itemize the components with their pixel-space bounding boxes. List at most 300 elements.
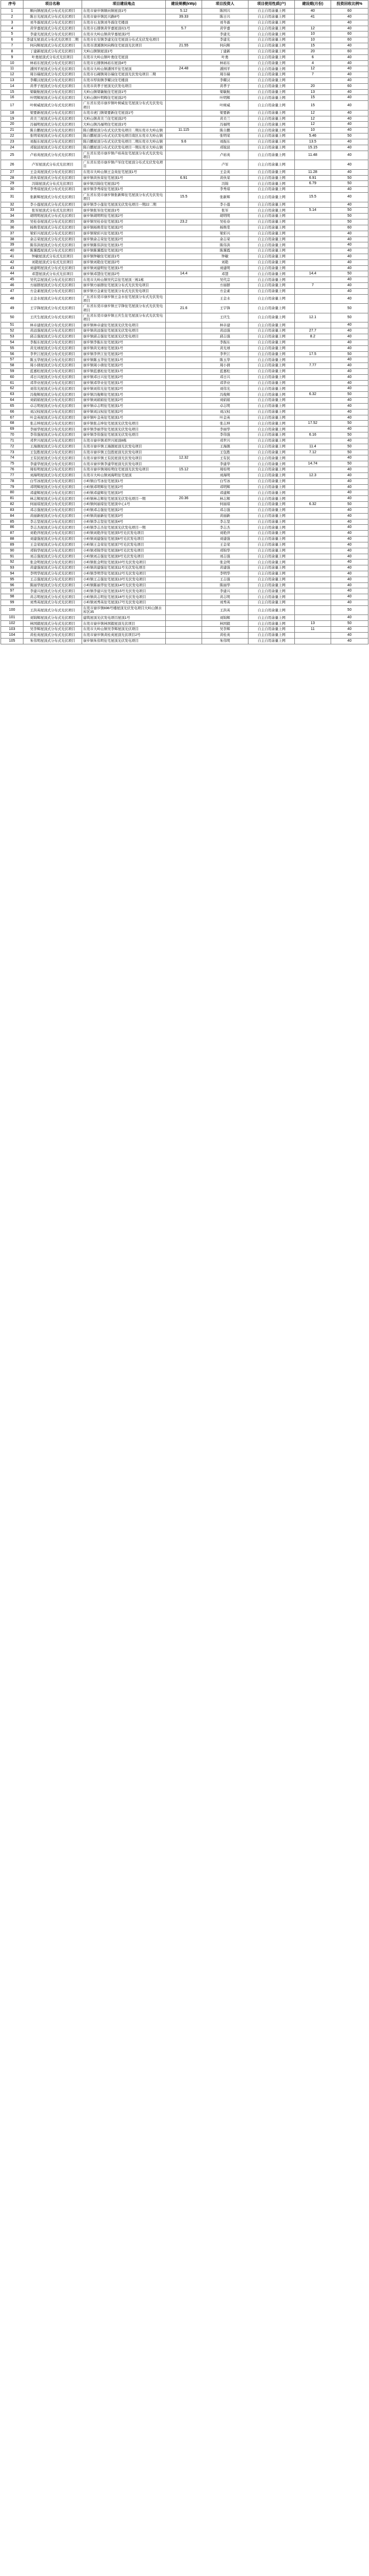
row-construction-period bbox=[295, 571, 331, 577]
row-usage-type: 自主自用余量上网 bbox=[248, 187, 294, 193]
row-usage-type: 自主自用余量上网 bbox=[248, 254, 294, 259]
table-row bbox=[1, 351, 368, 357]
row-index: 53 bbox=[1, 334, 23, 340]
table-row bbox=[1, 450, 368, 455]
row-project-location: 寮步镇邓慧住宅屋顶2号 bbox=[82, 271, 165, 277]
row-investor: 邱志强 bbox=[202, 334, 248, 340]
row-index: 72 bbox=[1, 444, 23, 450]
table-row bbox=[1, 374, 368, 380]
row-capacity bbox=[166, 181, 202, 187]
row-project-name: 邓建辉屋顶式分布式光伏项目 bbox=[23, 490, 82, 496]
row-payback-ratio: 50 bbox=[331, 214, 368, 219]
row-payback-ratio: 40 bbox=[331, 554, 368, 560]
row-usage-type: 自主自用余量上网 bbox=[248, 537, 294, 542]
row-project-name: 林卓建屋顶式分布式光伏项目 bbox=[23, 322, 82, 328]
row-payback-ratio: 40 bbox=[331, 582, 368, 588]
row-construction-period: 15 bbox=[295, 95, 331, 101]
row-project-name: 李志杰屋顶式分布式光伏项目 bbox=[23, 525, 82, 531]
row-capacity bbox=[166, 133, 202, 139]
row-investor: 邓日兴 bbox=[202, 374, 248, 380]
row-project-location: 东莞市清溪镇何向辉住宅屋顶光伏项目 bbox=[82, 43, 165, 49]
row-capacity bbox=[166, 600, 202, 606]
row-index: 6 bbox=[1, 37, 23, 43]
row-index: 21 bbox=[1, 128, 23, 133]
row-payback-ratio: 40 bbox=[331, 122, 368, 128]
row-investor: 吴李辉 bbox=[202, 627, 248, 633]
row-capacity bbox=[166, 254, 202, 259]
row-investor: 张明荣 bbox=[202, 133, 248, 139]
row-payback-ratio: 40 bbox=[331, 328, 368, 334]
row-payback-ratio: 60 bbox=[331, 83, 368, 89]
row-payback-ratio: 50 bbox=[331, 351, 368, 357]
row-construction-period: 40 bbox=[295, 9, 331, 14]
row-project-location: 小岭镇何丽琼住宅屋顶中心1号 bbox=[82, 502, 165, 508]
table-row bbox=[1, 20, 368, 26]
row-usage-type: 自主自用余量上网 bbox=[248, 455, 294, 461]
row-payback-ratio: 40 bbox=[331, 237, 368, 242]
row-construction-period bbox=[295, 294, 331, 304]
row-project-location: 东莞市大岭山镇叶勇住宅屋顶 bbox=[82, 54, 165, 60]
row-project-location: 小岭镇王志强住宅屋顶13号光伏发电项目 bbox=[82, 577, 165, 582]
row-payback-ratio: 50 bbox=[331, 621, 368, 627]
row-project-location: 小岭镇邓志强住宅屋顶2号 bbox=[82, 507, 165, 513]
row-index: 18 bbox=[1, 110, 23, 116]
row-construction-period: 6.32 bbox=[295, 502, 331, 508]
row-payback-ratio: 40 bbox=[331, 513, 368, 519]
row-construction-period bbox=[295, 600, 331, 606]
row-payback-ratio: 40 bbox=[331, 565, 368, 571]
row-construction-period: 7.12 bbox=[295, 450, 331, 455]
row-investor: 蓝嘉松 bbox=[202, 369, 248, 375]
table-row bbox=[1, 139, 368, 145]
row-project-location: 广东省东莞市寮步镇卢裕英住宅屋顶分布式光伏发电项目 bbox=[82, 151, 165, 160]
row-project-location: 寮步镇钟敏住宅屋顶1号 bbox=[82, 254, 165, 259]
row-index: 103 bbox=[1, 627, 23, 633]
table-row bbox=[1, 304, 368, 313]
row-payback-ratio: 50 bbox=[331, 444, 368, 450]
row-capacity: 15.5 bbox=[166, 193, 202, 202]
row-investor: 李耀汉 bbox=[202, 77, 248, 83]
row-index: 42 bbox=[1, 259, 23, 265]
project-list-sheet bbox=[0, 0, 369, 644]
row-project-name: 李志坚屋顶式分布式光伏项目 bbox=[23, 519, 82, 525]
row-construction-period bbox=[295, 403, 331, 409]
row-project-location: 东莞市大岭山镇吴代宗住宅屋顶三栋1栋 bbox=[82, 277, 165, 283]
row-payback-ratio: 40 bbox=[331, 415, 368, 421]
table-row bbox=[1, 95, 368, 101]
row-capacity bbox=[166, 582, 202, 588]
table-row bbox=[1, 219, 368, 225]
row-payback-ratio: 40 bbox=[331, 110, 368, 116]
row-index: 99 bbox=[1, 600, 23, 606]
row-payback-ratio: 40 bbox=[331, 283, 368, 289]
row-payback-ratio: 40 bbox=[331, 77, 368, 83]
row-construction-period bbox=[295, 496, 331, 502]
row-payback-ratio: 40 bbox=[331, 277, 368, 283]
row-capacity bbox=[166, 259, 202, 265]
row-capacity bbox=[166, 110, 202, 116]
row-usage-type: 自主自用余量上网 bbox=[248, 386, 294, 392]
row-usage-type: 自主自用余量上网 bbox=[248, 160, 294, 170]
row-index: 101 bbox=[1, 615, 23, 621]
row-construction-period: 14.74 bbox=[295, 461, 331, 467]
row-construction-period bbox=[295, 565, 331, 571]
row-investor: 邓锐波 bbox=[202, 145, 248, 151]
row-project-name: 邓慧屋顶式分布式光伏项目 bbox=[23, 271, 82, 277]
row-investor: 李建光 bbox=[202, 37, 248, 43]
row-project-location: 寮步镇刘汉权住宅屋顶2号 bbox=[82, 409, 165, 415]
row-index: 26 bbox=[1, 160, 23, 170]
row-index: 17 bbox=[1, 101, 23, 111]
row-investor: 冯俊辉 bbox=[202, 392, 248, 398]
row-payback-ratio: 40 bbox=[331, 294, 368, 304]
row-payback-ratio: 40 bbox=[331, 507, 368, 513]
row-index: 67 bbox=[1, 415, 23, 421]
row-project-location: 小岭镇李志杰住宅屋顶光伏发电项目一期 bbox=[82, 525, 165, 531]
row-investor: 刘伟光 bbox=[202, 386, 248, 392]
table-row bbox=[1, 193, 368, 202]
row-project-location: 东莞市石龙镇刘冬霖住宅楼顶 bbox=[82, 20, 165, 26]
row-capacity bbox=[166, 322, 202, 328]
row-usage-type: 自主自用余量上网 bbox=[248, 334, 294, 340]
row-investor: 朱伟明 bbox=[202, 638, 248, 644]
row-usage-type: 自主自用余量上网 bbox=[248, 225, 294, 231]
table-row bbox=[1, 409, 368, 415]
row-project-location: 大岭山镇黄美兰住宅屋顶2号 bbox=[82, 116, 165, 122]
row-index: 102 bbox=[1, 621, 23, 627]
table-row bbox=[1, 14, 368, 20]
row-capacity bbox=[166, 484, 202, 490]
row-construction-period bbox=[295, 357, 331, 363]
row-capacity bbox=[166, 101, 202, 111]
row-capacity bbox=[166, 627, 202, 633]
row-construction-period bbox=[295, 288, 331, 294]
row-usage-type: 自主自用余量上网 bbox=[248, 110, 294, 116]
row-construction-period: 11 bbox=[295, 627, 331, 633]
row-project-location: 小岭镇李志坚住宅屋顶4号 bbox=[82, 519, 165, 525]
row-capacity bbox=[166, 369, 202, 375]
row-project-location: 寮步镇李小莲住宅屋顶光伏发电项目一期22二期 bbox=[82, 202, 165, 208]
row-usage-type: 自主自用余量上网 bbox=[248, 83, 294, 89]
row-project-name: 王金英屋顶式分布式光伏项目 bbox=[23, 169, 82, 175]
row-capacity bbox=[166, 160, 202, 170]
row-project-name: 刘伟光屋顶式分布式光伏项目 bbox=[23, 386, 82, 392]
table-row bbox=[1, 214, 368, 219]
table-row bbox=[1, 594, 368, 600]
row-project-name: 邓日兴屋顶式分布式光伏项目 bbox=[23, 374, 82, 380]
row-construction-period: 4 bbox=[295, 60, 331, 66]
row-project-name: 叶树威屋顶式分布式光伏项目 bbox=[23, 101, 82, 111]
table-row bbox=[1, 322, 368, 328]
table-row bbox=[1, 571, 368, 577]
row-payback-ratio: 40 bbox=[331, 467, 368, 473]
row-investor: 陈国兴 bbox=[202, 9, 248, 14]
row-construction-period bbox=[295, 187, 331, 193]
row-investor: 李丽华 bbox=[202, 427, 248, 432]
header-row bbox=[1, 1, 368, 9]
table-row bbox=[1, 160, 368, 170]
row-investor: 何向辉 bbox=[202, 43, 248, 49]
row-project-location: 大岭山镇梁敏航住宅屋顶1号 bbox=[82, 89, 165, 95]
row-construction-period: 15 bbox=[295, 101, 331, 111]
row-index: 11 bbox=[1, 66, 23, 72]
row-usage-type: 自主自用余量上网 bbox=[248, 357, 294, 363]
row-payback-ratio: 40 bbox=[331, 193, 368, 202]
row-payback-ratio: 40 bbox=[331, 66, 368, 72]
row-project-name: 李耀汉屋顶式分布式光伏项目 bbox=[23, 77, 82, 83]
row-project-location: 小岭镇李建兴住宅屋顶15号光伏发电项目 bbox=[82, 588, 165, 594]
row-payback-ratio: 40 bbox=[331, 519, 368, 525]
row-index: 15 bbox=[1, 89, 23, 95]
row-investor: 陈丽华 bbox=[202, 582, 248, 588]
table-row bbox=[1, 496, 368, 502]
row-payback-ratio: 40 bbox=[331, 496, 368, 502]
row-index: 73 bbox=[1, 450, 23, 455]
row-usage-type: 自主自用余量上网 bbox=[248, 615, 294, 621]
row-index: 92 bbox=[1, 560, 23, 565]
row-investor: 黄志明 bbox=[202, 594, 248, 600]
row-capacity bbox=[166, 187, 202, 193]
row-index: 16 bbox=[1, 95, 23, 101]
row-capacity bbox=[166, 208, 202, 214]
row-capacity bbox=[166, 60, 202, 66]
row-project-name: 杨焕棠屋顶式分布式光伏项目 bbox=[23, 225, 82, 231]
row-investor: 张新辉 bbox=[202, 193, 248, 202]
row-index: 50 bbox=[1, 313, 23, 322]
table-row bbox=[1, 9, 368, 14]
row-usage-type: 自主自用余量上网 bbox=[248, 101, 294, 111]
row-construction-period: 10 bbox=[295, 37, 331, 43]
row-usage-type: 自主自用余量上网 bbox=[248, 409, 294, 415]
row-capacity bbox=[166, 37, 202, 43]
row-project-name: 邓明辉屋顶式分布式光伏项目 bbox=[23, 484, 82, 490]
row-construction-period: 7 bbox=[295, 72, 331, 78]
table-row bbox=[1, 145, 368, 151]
row-investor: 黄孝子 bbox=[202, 83, 248, 89]
row-usage-type: 自主自用余量上网 bbox=[248, 31, 294, 37]
row-investor: 黄建强 bbox=[202, 565, 248, 571]
row-capacity: 21.6 bbox=[166, 304, 202, 313]
row-investor: 叶勇 bbox=[202, 54, 248, 60]
row-capacity bbox=[166, 248, 202, 254]
row-project-name: 冯福明屋顶式分布式光伏项目 bbox=[23, 122, 82, 128]
row-project-location: 东莞市寮步镇王包胜屋顶光伏发电项目 bbox=[82, 450, 165, 455]
row-capacity bbox=[166, 214, 202, 219]
row-construction-period: 5.14 bbox=[295, 208, 331, 214]
row-payback-ratio: 50 bbox=[331, 181, 368, 187]
row-index: 57 bbox=[1, 357, 23, 363]
table-row bbox=[1, 231, 368, 237]
table-row bbox=[1, 110, 368, 116]
row-index: 104 bbox=[1, 632, 23, 638]
row-usage-type: 自主自用余量上网 bbox=[248, 502, 294, 508]
row-project-location: 小岭镇刘志强住宅屋顶9号光伏发电项目 bbox=[82, 554, 165, 560]
row-investor: 刘建明 bbox=[202, 265, 248, 271]
row-project-location: 寮步镇陈玉华住宅屋顶1号 bbox=[82, 357, 165, 363]
table-row bbox=[1, 490, 368, 496]
row-index: 60 bbox=[1, 374, 23, 380]
row-payback-ratio: 40 bbox=[331, 490, 368, 496]
row-project-name: 林志辉屋顶式分布式光伏项目 bbox=[23, 496, 82, 502]
row-project-location: 广东省东莞市寮步镇王宇锋住宅屋顶分布式光伏发电项目 bbox=[82, 304, 165, 313]
row-usage-type: 自主自用余量上网 bbox=[248, 369, 294, 375]
row-usage-type: 自主自用余量上网 bbox=[248, 219, 294, 225]
row-index: 9 bbox=[1, 54, 23, 60]
row-construction-period bbox=[295, 322, 331, 328]
row-payback-ratio: 40 bbox=[331, 20, 368, 26]
table-row bbox=[1, 283, 368, 289]
row-project-name: 刘志强屋顶式分布式光伏项目 bbox=[23, 554, 82, 560]
row-investor: 邓明辉 bbox=[202, 484, 248, 490]
row-project-name: 李建光屋顶式分布式光伏项目 bbox=[23, 31, 82, 37]
row-investor: 杨焕棠 bbox=[202, 225, 248, 231]
row-project-name: 李明华屋顶式分布式光伏项目 bbox=[23, 571, 82, 577]
row-construction-period: 5.46 bbox=[295, 133, 331, 139]
row-project-location: 寮步镇叶金英住宅屋顶1号 bbox=[82, 415, 165, 421]
row-usage-type: 自主自用余量上网 bbox=[248, 9, 294, 14]
row-project-name: 陈自鹏屋顶式分布式光伏项目 bbox=[23, 128, 82, 133]
row-construction-period bbox=[295, 386, 331, 392]
row-construction-period bbox=[295, 202, 331, 208]
row-project-name: 张金明屋顶式分布式光伏项目 bbox=[23, 560, 82, 565]
row-project-location: 寮步镇冯锦住宅屋顶2号 bbox=[82, 181, 165, 187]
row-index: 65 bbox=[1, 403, 23, 409]
row-investor: 李志坚 bbox=[202, 519, 248, 525]
row-project-location: 东莞市虎门镇梁要新住宅屋顶1号 bbox=[82, 110, 165, 116]
row-index: 13 bbox=[1, 77, 23, 83]
row-project-location: 寮步镇余志荣住宅屋顶2号 bbox=[82, 237, 165, 242]
row-payback-ratio: 40 bbox=[331, 363, 368, 369]
row-project-name: 潘国平屋顶式分布式光伏项目 bbox=[23, 66, 82, 72]
row-index: 28 bbox=[1, 175, 23, 181]
row-payback-ratio: 50 bbox=[331, 133, 368, 139]
row-project-name: 卓志明屋顶式分布式光伏项目 bbox=[23, 403, 82, 409]
row-capacity bbox=[166, 294, 202, 304]
row-index: 30 bbox=[1, 187, 23, 193]
row-payback-ratio: 40 bbox=[331, 409, 368, 415]
row-index: 70 bbox=[1, 432, 23, 438]
row-usage-type: 自主自用余量上网 bbox=[248, 345, 294, 351]
row-capacity bbox=[166, 507, 202, 513]
row-investor: 黄桂英 bbox=[202, 632, 248, 638]
header-project-name: 项目名称 bbox=[23, 1, 82, 9]
row-project-location: 小岭镇黄丽新住宅屋顶3号 bbox=[82, 513, 165, 519]
row-construction-period: 13 bbox=[295, 89, 331, 95]
row-project-location: 东莞市寮步镇周桂明住宅屋顶光伏发电项目 bbox=[82, 467, 165, 473]
row-project-location: 寮步镇刘艳住宅屋顶2号 bbox=[82, 259, 165, 265]
table-row bbox=[1, 254, 368, 259]
table-row bbox=[1, 638, 368, 644]
row-usage-type: 自主自用余量上网 bbox=[248, 322, 294, 328]
row-project-name: 胡明明屋顶式分布式光伏项目 bbox=[23, 214, 82, 219]
row-payback-ratio: 40 bbox=[331, 455, 368, 461]
row-usage-type: 自主自用余量上网 bbox=[248, 403, 294, 409]
row-capacity bbox=[166, 537, 202, 542]
row-capacity bbox=[166, 72, 202, 78]
table-row bbox=[1, 455, 368, 461]
row-project-location: 寮步镇黄远强住宅屋顶光伏发电项目 bbox=[82, 328, 165, 334]
row-investor: 王金荣 bbox=[202, 542, 248, 548]
row-project-name: 李建兴屋顶式分布式光伏项目 bbox=[23, 588, 82, 594]
row-usage-type: 自主自用余量上网 bbox=[248, 398, 294, 404]
row-construction-period bbox=[295, 345, 331, 351]
row-construction-period bbox=[295, 490, 331, 496]
table-row bbox=[1, 542, 368, 548]
row-index: 35 bbox=[1, 219, 23, 225]
row-investor: 丁建新 bbox=[202, 49, 248, 54]
row-index: 25 bbox=[1, 151, 23, 160]
row-project-name: 黄远强屋顶式分布式光伏项目 bbox=[23, 328, 82, 334]
row-capacity: 5.7 bbox=[166, 26, 202, 31]
row-usage-type: 自主自用余量上网 bbox=[248, 175, 294, 181]
row-capacity bbox=[166, 398, 202, 404]
row-capacity bbox=[166, 49, 202, 54]
row-project-name: 王包胜屋顶式分布式光伏项目 bbox=[23, 450, 82, 455]
row-payback-ratio: 40 bbox=[331, 95, 368, 101]
row-index: 29 bbox=[1, 181, 23, 187]
row-index: 56 bbox=[1, 351, 23, 357]
row-project-location: 寮步镇刘娟娟住宅屋顶2号 bbox=[82, 398, 165, 404]
row-usage-type: 自主自用余量上网 bbox=[248, 548, 294, 554]
row-index: 89 bbox=[1, 542, 23, 548]
row-construction-period bbox=[295, 219, 331, 225]
row-usage-type: 自主自用余量上网 bbox=[248, 181, 294, 187]
row-construction-period: 41 bbox=[295, 14, 331, 20]
row-index: 4 bbox=[1, 26, 23, 31]
row-usage-type: 自主自用余量上网 bbox=[248, 588, 294, 594]
row-construction-period bbox=[295, 525, 331, 531]
row-investor: 刘振东 bbox=[202, 139, 248, 145]
row-usage-type: 自主自用余量上网 bbox=[248, 621, 294, 627]
table-row bbox=[1, 438, 368, 444]
table-row bbox=[1, 60, 368, 66]
row-project-name: 蓝嘉松屋顶式分布式光伏项目 bbox=[23, 369, 82, 375]
table-row bbox=[1, 345, 368, 351]
row-capacity bbox=[166, 20, 202, 26]
table-row bbox=[1, 248, 368, 254]
row-project-location: 寮步镇李丽华住宅屋顶光伏发电项目 bbox=[82, 427, 165, 432]
table-row bbox=[1, 369, 368, 375]
row-index: 105 bbox=[1, 638, 23, 644]
row-capacity bbox=[166, 490, 202, 496]
table-row bbox=[1, 37, 368, 43]
row-payback-ratio: 40 bbox=[331, 139, 368, 145]
row-project-name: 黄伙荣屋顶式分布式光伏项目 bbox=[23, 175, 82, 181]
row-project-name: 张新辉屋顶式分布式光伏项目 bbox=[23, 193, 82, 202]
row-construction-period bbox=[295, 409, 331, 415]
row-investor: 刘锦辉 bbox=[202, 615, 248, 621]
row-investor: 王志强 bbox=[202, 577, 248, 582]
row-project-location: 东莞市黄孝子屋顶光伏发电项目 bbox=[82, 83, 165, 89]
table-row bbox=[1, 615, 368, 621]
row-investor: 邓世兴 bbox=[202, 438, 248, 444]
row-investor: 张军 bbox=[202, 208, 248, 214]
row-usage-type: 自主自用余量上网 bbox=[248, 525, 294, 531]
row-capacity bbox=[166, 288, 202, 294]
row-index: 2 bbox=[1, 14, 23, 20]
row-construction-period: 13 bbox=[295, 621, 331, 627]
row-capacity bbox=[166, 548, 202, 554]
row-construction-period bbox=[295, 20, 331, 26]
row-index: 63 bbox=[1, 392, 23, 398]
table-row bbox=[1, 484, 368, 490]
header-project-location: 项目建设地点 bbox=[82, 1, 165, 9]
row-usage-type: 自主自用余量上网 bbox=[248, 340, 294, 345]
row-investor: 黄光球 bbox=[202, 345, 248, 351]
row-investor: 邓锦华 bbox=[202, 548, 248, 554]
table-row bbox=[1, 605, 368, 615]
row-project-name: 刘建强屋顶式分布式光伏项目 bbox=[23, 537, 82, 542]
